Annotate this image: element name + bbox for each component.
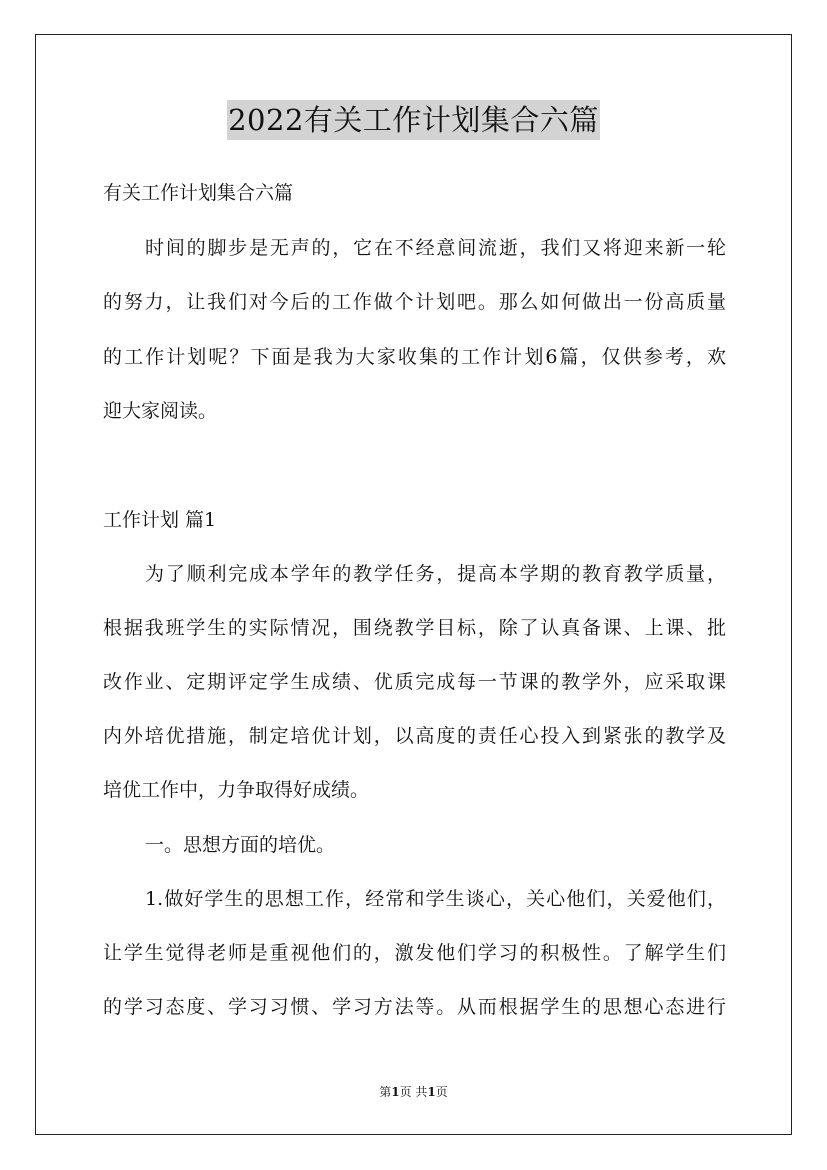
subtitle: 有关工作计划集合六篇 (103, 182, 294, 204)
footer-prefix: 第 (379, 1085, 392, 1099)
document-title (0, 100, 827, 140)
point-line: 的学习态度、学习习惯、学习方法等。从而根据学生的思想心态进行 (103, 996, 726, 1018)
section-heading: 工作计划 篇1 (103, 509, 217, 531)
footer-page-number: 1 (391, 1085, 400, 1099)
point-line: 让学生觉得老师是重视他们的，激发他们学习的积极性。了解学生们 (103, 942, 726, 964)
section-line: 为了顺利完成本学年的教学任务，提高本学期的教育教学质量， (145, 563, 726, 585)
section-line: 根据我班学生的实际情况，围绕教学目标，除了认真备课、上课、批 (103, 617, 726, 639)
intro-line: 的努力，让我们对今后的工作做个计划吧。那么如何做出一份高质量 (103, 291, 726, 313)
footer-suffix: 页 (435, 1085, 448, 1099)
intro-line: 的工作计划呢？下面是我为大家收集的工作计划6篇，仅供参考，欢 (103, 346, 726, 368)
intro-line: 迎大家阅读。 (103, 400, 218, 422)
point-heading: 一。思想方面的培优。 (145, 834, 336, 856)
intro-line: 时间的脚步是无声的，它在不经意间流逝，我们又将迎来新一轮 (145, 237, 726, 259)
document-title-text: 2022有关工作计划集合六篇 (227, 100, 600, 140)
section-line: 培优工作中，力争取得好成绩。 (103, 779, 370, 801)
section-line: 内外培优措施，制定培优计划，以高度的责任心投入到紧张的教学及 (103, 725, 726, 747)
footer-mid: 页 共 (399, 1085, 428, 1099)
page-footer (0, 1083, 827, 1100)
point-line: 1.做好学生的思想工作，经常和学生谈心，关心他们，关爱他们， (145, 888, 726, 910)
section-line: 改作业、定期评定学生成绩、优质完成每一节课的教学外，应采取课 (103, 671, 726, 693)
footer-total-pages: 1 (427, 1085, 436, 1099)
